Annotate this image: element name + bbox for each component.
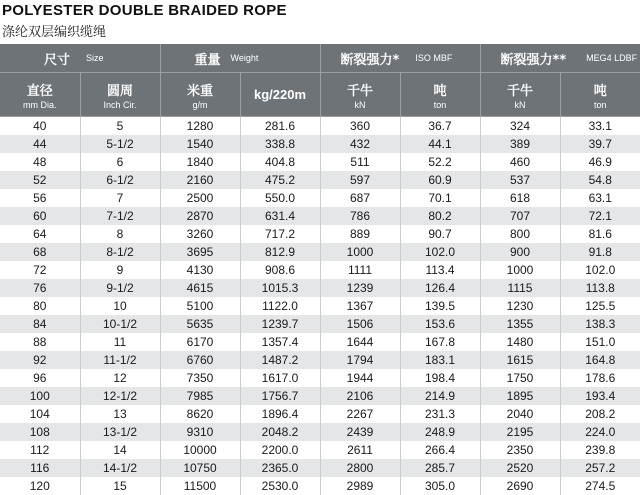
cell-mbf-ton: 52.2 [400,153,480,171]
cell-mbf-kn: 1239 [320,279,400,297]
cell-diameter: 120 [0,477,80,495]
cell-weight-per-m: 2500 [160,189,240,207]
cell-ldbf-kn: 2690 [480,477,560,495]
page-subtitle-cn: 涤纶双层编织缆绳 [2,21,106,40]
cell-diameter: 92 [0,351,80,369]
cell-weight-per-220m: 2048.2 [240,423,320,441]
header-circumference [80,73,160,117]
cell-weight-per-m: 5635 [160,315,240,333]
cell-mbf-kn: 1644 [320,333,400,351]
header-diameter [0,73,80,117]
header-mbf-kn [320,73,400,117]
cell-mbf-ton: 167.8 [400,333,480,351]
cell-ldbf-ton: 91.8 [560,243,640,261]
cell-ldbf-ton: 81.6 [560,225,640,243]
cell-circumference: 6 [80,153,160,171]
cell-weight-per-220m: 2200.0 [240,441,320,459]
header-ldbf-kn-cn: 千牛 [507,80,533,99]
cell-weight-per-m: 4130 [160,261,240,279]
cell-mbf-kn: 1367 [320,297,400,315]
cell-circumference: 14 [80,441,160,459]
cell-diameter: 96 [0,369,80,387]
cell-diameter: 56 [0,189,80,207]
cell-weight-per-220m: 2530.0 [240,477,320,495]
header-diameter-cn: 直径 [27,80,53,99]
header-mbf-ton-cn: 吨 [434,80,447,99]
cell-weight-per-220m: 1239.7 [240,315,320,333]
cell-ldbf-kn: 460 [480,153,560,171]
cell-ldbf-kn: 324 [480,117,560,136]
header-weight-per-m-cn: 米重 [187,80,213,99]
table-row [0,315,640,333]
header-ldbf-ton-unit: ton [594,100,607,110]
cell-diameter: 76 [0,279,80,297]
cell-ldbf-ton: 125.5 [560,297,640,315]
cell-mbf-ton: 198.4 [400,369,480,387]
cell-ldbf-ton: 54.8 [560,171,640,189]
table-row [0,387,640,405]
cell-weight-per-220m: 1015.3 [240,279,320,297]
cell-mbf-ton: 60.9 [400,171,480,189]
table-row [0,189,640,207]
header-weight-cn: 重量 [195,49,221,68]
cell-mbf-kn: 2267 [320,405,400,423]
cell-mbf-kn: 2800 [320,459,400,477]
cell-weight-per-220m: 404.8 [240,153,320,171]
cell-ldbf-kn: 2520 [480,459,560,477]
table-row [0,243,640,261]
cell-ldbf-kn: 1750 [480,369,560,387]
header-weight-per-m-unit: g/m [192,100,207,110]
table-row [0,441,640,459]
header-row-units [0,73,640,117]
header-ldbf-ton-cn: 吨 [594,80,607,99]
cell-diameter: 60 [0,207,80,225]
cell-ldbf-ton: 72.1 [560,207,640,225]
cell-mbf-ton: 102.0 [400,243,480,261]
header-weight-per-220m [240,73,320,117]
cell-weight-per-220m: 1357.4 [240,333,320,351]
table-row [0,279,640,297]
cell-ldbf-ton: 239.8 [560,441,640,459]
cell-ldbf-kn: 1230 [480,297,560,315]
cell-diameter: 84 [0,315,80,333]
cell-mbf-ton: 36.7 [400,117,480,136]
cell-circumference: 14-1/2 [80,459,160,477]
cell-weight-per-m: 7350 [160,369,240,387]
header-mbf-kn-unit: kN [355,100,366,110]
header-row-groups [0,44,640,73]
cell-mbf-kn: 1944 [320,369,400,387]
cell-weight-per-220m: 1122.0 [240,297,320,315]
cell-circumference: 13-1/2 [80,423,160,441]
cell-circumference: 12 [80,369,160,387]
cell-ldbf-kn: 2040 [480,405,560,423]
cell-ldbf-kn: 1480 [480,333,560,351]
header-weight-group [160,44,320,73]
cell-diameter: 104 [0,405,80,423]
cell-diameter: 80 [0,297,80,315]
cell-mbf-ton: 248.9 [400,423,480,441]
cell-ldbf-ton: 274.5 [560,477,640,495]
cell-diameter: 44 [0,135,80,153]
cell-circumference: 5 [80,117,160,136]
header-mbf-ton [400,73,480,117]
cell-ldbf-ton: 164.8 [560,351,640,369]
cell-weight-per-m: 6170 [160,333,240,351]
cell-weight-per-m: 2870 [160,207,240,225]
cell-mbf-kn: 2989 [320,477,400,495]
cell-weight-per-m: 1540 [160,135,240,153]
cell-mbf-kn: 2439 [320,423,400,441]
cell-diameter: 88 [0,333,80,351]
cell-weight-per-m: 1840 [160,153,240,171]
cell-circumference: 10 [80,297,160,315]
cell-weight-per-m: 5100 [160,297,240,315]
cell-circumference: 9-1/2 [80,279,160,297]
cell-mbf-kn: 2106 [320,387,400,405]
cell-ldbf-kn: 707 [480,207,560,225]
header-diameter-en: mm Dia. [23,100,57,110]
cell-mbf-ton: 285.7 [400,459,480,477]
cell-mbf-ton: 139.5 [400,297,480,315]
table-row [0,153,640,171]
cell-ldbf-kn: 900 [480,243,560,261]
cell-mbf-kn: 360 [320,117,400,136]
cell-ldbf-kn: 1000 [480,261,560,279]
cell-circumference: 15 [80,477,160,495]
cell-weight-per-220m: 281.6 [240,117,320,136]
cell-circumference: 7 [80,189,160,207]
header-mbf-cn: 断裂强力* [341,49,400,68]
cell-ldbf-ton: 46.9 [560,153,640,171]
cell-mbf-kn: 1506 [320,315,400,333]
cell-diameter: 40 [0,117,80,136]
header-ldbf-en: MEG4 LDBF [586,53,637,63]
cell-circumference: 11 [80,333,160,351]
cell-circumference: 8 [80,225,160,243]
cell-ldbf-ton: 102.0 [560,261,640,279]
cell-mbf-ton: 70.1 [400,189,480,207]
table-row [0,459,640,477]
rope-spec-table [0,44,640,495]
cell-ldbf-ton: 33.1 [560,117,640,136]
cell-weight-per-220m: 1487.2 [240,351,320,369]
cell-weight-per-m: 2160 [160,171,240,189]
cell-weight-per-220m: 1617.0 [240,369,320,387]
header-size-group [0,44,160,73]
header-size-cn: 尺寸 [44,49,70,68]
cell-circumference: 11-1/2 [80,351,160,369]
cell-diameter: 116 [0,459,80,477]
cell-mbf-kn: 432 [320,135,400,153]
header-circumference-en: Inch Cir. [103,100,136,110]
table-row [0,369,640,387]
table-row [0,135,640,153]
cell-weight-per-220m: 908.6 [240,261,320,279]
cell-circumference: 5-1/2 [80,135,160,153]
cell-diameter: 52 [0,171,80,189]
header-circumference-cn: 圆周 [107,80,133,99]
cell-circumference: 6-1/2 [80,171,160,189]
cell-weight-per-220m: 1756.7 [240,387,320,405]
header-mbf-en: ISO MBF [415,53,452,63]
table-row [0,261,640,279]
header-ldbf-cn: 断裂强力** [501,49,567,68]
cell-ldbf-ton: 39.7 [560,135,640,153]
cell-ldbf-ton: 178.6 [560,369,640,387]
cell-mbf-kn: 1111 [320,261,400,279]
table-row [0,297,640,315]
cell-weight-per-m: 9310 [160,423,240,441]
cell-mbf-kn: 1794 [320,351,400,369]
header-mbf-ton-unit: ton [434,100,447,110]
cell-weight-per-m: 8620 [160,405,240,423]
cell-mbf-ton: 231.3 [400,405,480,423]
header-mbf-group [320,44,480,73]
cell-mbf-kn: 889 [320,225,400,243]
cell-weight-per-220m: 631.4 [240,207,320,225]
cell-mbf-kn: 2611 [320,441,400,459]
table-row [0,477,640,495]
table-row [0,207,640,225]
cell-ldbf-kn: 2195 [480,423,560,441]
cell-ldbf-kn: 1615 [480,351,560,369]
cell-mbf-ton: 90.7 [400,225,480,243]
cell-mbf-kn: 687 [320,189,400,207]
cell-ldbf-kn: 389 [480,135,560,153]
cell-mbf-ton: 113.4 [400,261,480,279]
cell-ldbf-ton: 138.3 [560,315,640,333]
cell-weight-per-m: 10750 [160,459,240,477]
cell-diameter: 100 [0,387,80,405]
cell-weight-per-m: 3260 [160,225,240,243]
cell-ldbf-ton: 208.2 [560,405,640,423]
cell-ldbf-kn: 537 [480,171,560,189]
header-ldbf-kn-unit: kN [515,100,526,110]
cell-weight-per-m: 6760 [160,351,240,369]
cell-circumference: 10-1/2 [80,315,160,333]
cell-circumference: 12-1/2 [80,387,160,405]
cell-weight-per-m: 7985 [160,387,240,405]
cell-diameter: 108 [0,423,80,441]
cell-mbf-ton: 44.1 [400,135,480,153]
header-weight-per-220m-label: kg/220m [254,87,306,102]
cell-ldbf-ton: 113.8 [560,279,640,297]
cell-diameter: 48 [0,153,80,171]
table-row [0,423,640,441]
cell-ldbf-ton: 63.1 [560,189,640,207]
cell-ldbf-kn: 1895 [480,387,560,405]
cell-weight-per-220m: 717.2 [240,225,320,243]
cell-circumference: 9 [80,261,160,279]
cell-mbf-ton: 126.4 [400,279,480,297]
header-size-en: Size [86,53,104,63]
cell-diameter: 64 [0,225,80,243]
cell-weight-per-m: 11500 [160,477,240,495]
cell-ldbf-kn: 2350 [480,441,560,459]
table-row [0,405,640,423]
table-row [0,225,640,243]
header-ldbf-ton [560,73,640,117]
cell-diameter: 72 [0,261,80,279]
table-row [0,351,640,369]
cell-circumference: 13 [80,405,160,423]
cell-weight-per-220m: 475.2 [240,171,320,189]
cell-circumference: 8-1/2 [80,243,160,261]
header-weight-per-m [160,73,240,117]
cell-weight-per-220m: 338.8 [240,135,320,153]
header-mbf-kn-cn: 千牛 [347,80,373,99]
cell-mbf-kn: 597 [320,171,400,189]
table-body [0,117,640,495]
cell-mbf-ton: 153.6 [400,315,480,333]
cell-weight-per-220m: 1896.4 [240,405,320,423]
cell-ldbf-kn: 1115 [480,279,560,297]
cell-weight-per-m: 3695 [160,243,240,261]
cell-circumference: 7-1/2 [80,207,160,225]
cell-ldbf-kn: 800 [480,225,560,243]
cell-mbf-ton: 214.9 [400,387,480,405]
cell-weight-per-220m: 2365.0 [240,459,320,477]
table-row [0,117,640,136]
table-row [0,333,640,351]
cell-mbf-ton: 183.1 [400,351,480,369]
cell-ldbf-ton: 193.4 [560,387,640,405]
cell-weight-per-220m: 550.0 [240,189,320,207]
cell-diameter: 112 [0,441,80,459]
table-row [0,171,640,189]
cell-mbf-ton: 80.2 [400,207,480,225]
cell-weight-per-m: 4615 [160,279,240,297]
cell-mbf-ton: 305.0 [400,477,480,495]
page-title: POLYESTER DOUBLE BRAIDED ROPE [2,2,287,19]
cell-mbf-kn: 511 [320,153,400,171]
cell-weight-per-220m: 812.9 [240,243,320,261]
cell-ldbf-ton: 151.0 [560,333,640,351]
cell-weight-per-m: 1280 [160,117,240,136]
header-ldbf-kn [480,73,560,117]
cell-ldbf-kn: 618 [480,189,560,207]
cell-ldbf-kn: 1355 [480,315,560,333]
cell-mbf-kn: 1000 [320,243,400,261]
cell-ldbf-ton: 257.2 [560,459,640,477]
cell-diameter: 68 [0,243,80,261]
cell-mbf-kn: 786 [320,207,400,225]
cell-ldbf-ton: 224.0 [560,423,640,441]
cell-mbf-ton: 266.4 [400,441,480,459]
cell-weight-per-m: 10000 [160,441,240,459]
header-ldbf-group [480,44,640,73]
header-weight-en: Weight [231,53,259,63]
